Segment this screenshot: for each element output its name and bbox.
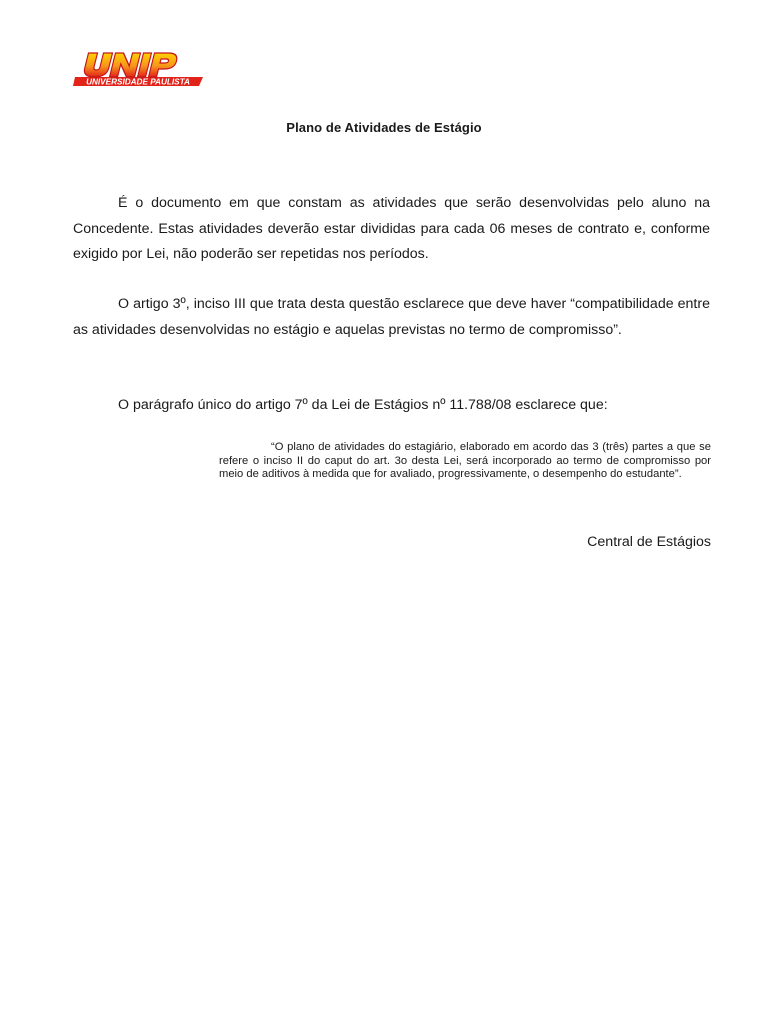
unip-logo-graphic — [71, 50, 205, 90]
paragraph-definition: É o documento em que constam as atividades que serão desenvolvidas pelo aluno na Concedente. Estas atividades deverão estar divididas para cada 06 meses de contrato e, conforme exigido por Lei, não poderão ser repetidas nos períodos. — [73, 195, 710, 262]
document-title: Plano de Atividades de Estágio — [286, 120, 482, 135]
law-quote: “O plano de atividades do estagiário, elaborado em acordo das 3 (três) partes a que se refere o inciso II do caput do art. 3o desta Lei, será incorporado ao termo de compromisso por meio de aditivos à medida que for avaliado, progressivamente, o desempenho do estudante”. — [219, 441, 711, 481]
signature: Central de Estágios — [587, 534, 711, 550]
paragraph-article-3: O artigo 3º, inciso III que trata desta questão esclarece que deve haver “compatibilidade entre as atividades desenvolvidas no estágio e aquelas previstas no termo de compromisso”. — [73, 296, 710, 338]
logo-letters — [83, 53, 179, 77]
paragraph-article-7: O parágrafo único do artigo 7º da Lei de Estágios nº 11.788/08 esclarece que: — [118, 397, 608, 413]
logo-subtitle: UNIVERSIDADE PAULISTA — [86, 77, 190, 87]
unip-logo — [71, 50, 205, 90]
